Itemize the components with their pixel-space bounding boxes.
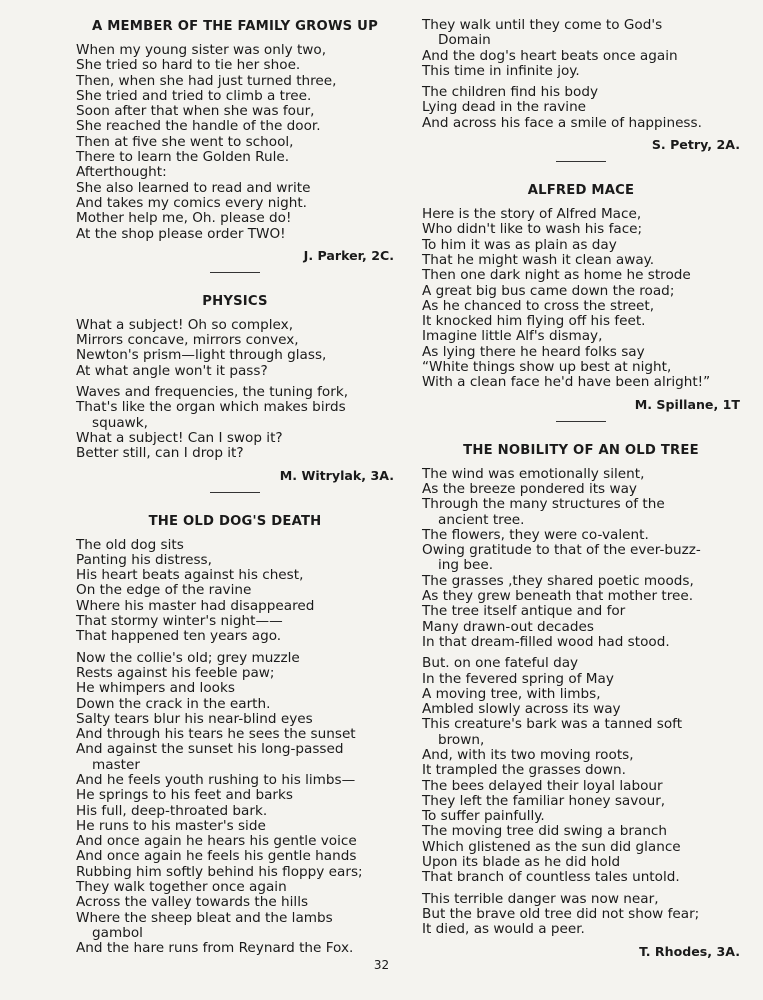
stanza [76, 43, 394, 242]
poem-line: But the brave old tree did not show fear; [422, 905, 700, 922]
stanza [76, 385, 394, 461]
poem-line: Then one dark night as home he strode [422, 267, 691, 284]
poem-line: He runs to his master's side [76, 817, 266, 834]
poem-line: Who didn't like to wash his face; [422, 221, 643, 238]
poem-line: The tree itself antique and for [422, 603, 626, 620]
poem-line: This terrible danger was now near, [422, 890, 659, 907]
poem-title: ALFRED MACE [527, 183, 635, 199]
poem-line: Where his master had disappeared [76, 597, 315, 614]
poem-line: Domain [438, 32, 491, 49]
poem-line: And through his tears he sees the sunset [76, 726, 356, 743]
poem-line: Afterthought: [76, 164, 167, 181]
poem-line: Then, when she had just turned three, [76, 72, 337, 89]
poem-line: Owing gratitude to that of the ever-buzz- [422, 542, 701, 559]
poem-line: A great big bus came down the road; [422, 282, 675, 299]
poem-line: To suffer painfully. [422, 808, 545, 825]
poem-line: It knocked him flying off his feet. [422, 313, 646, 330]
poem-author: M. Spillane, 1T [634, 396, 740, 412]
poem-line: gambol [92, 924, 143, 941]
poem-line: They walk until they come to God's [422, 17, 663, 33]
poem-line: And takes my comics every night. [76, 194, 307, 211]
poem-line: His full, deep-throated bark. [76, 802, 268, 819]
poem-line: And across his face a smile of happiness. [422, 114, 702, 131]
poem-line: What a subject! Can I swop it? [76, 429, 283, 446]
poem-title: THE OLD DOG'S DEATH [148, 513, 322, 529]
poem-line: Panting his distress, [76, 551, 212, 568]
poem-line: brown, [438, 731, 485, 748]
poem-line: Across the valley towards the hills [76, 894, 309, 911]
poem-line: At what angle won't it pass? [76, 362, 268, 379]
poem-line: When my young sister was only two, [76, 42, 327, 58]
poem-line: Which glistened as the sun did glance [422, 838, 681, 855]
left-column [76, 18, 394, 963]
poem-line: That's like the organ which makes birds [76, 399, 346, 416]
poem-line: But. on one fateful day [422, 655, 579, 672]
poem-line: Mother help me, Oh. please do! [76, 210, 292, 227]
divider [556, 421, 606, 422]
poem-line: A moving tree, with limbs, [422, 685, 601, 702]
poem-line: Here is the story of Alfred Mace, [422, 206, 642, 223]
poem-line: Ambled slowly across its way [422, 701, 621, 718]
poem-line: In that dream-filled wood had stood. [422, 633, 670, 650]
stanza [422, 207, 740, 391]
poem-line: Down the crack in the earth. [76, 695, 271, 712]
poem-physics [76, 293, 394, 484]
poem-line: And the hare runs from Reynard the Fox. [76, 940, 354, 957]
poem-line: Upon its blade as he did hold [422, 854, 621, 871]
poem-the-old-dog-s-death [76, 513, 394, 957]
poem-author: T. Rhodes, 3A. [639, 943, 740, 959]
poem-line: They walk together once again [76, 879, 287, 896]
poem-line: Now the collie's old; grey muzzle [76, 649, 300, 666]
poem-line: The old dog sits [76, 536, 184, 553]
stanza [422, 18, 740, 79]
poem-line: Imagine little Alf's dismay, [422, 328, 603, 345]
poem-line: And once again he feels his gentle hands [76, 848, 357, 865]
poem-line: Rests against his feeble paw; [76, 664, 275, 681]
poem-line: And the dog's heart beats once again [422, 47, 678, 64]
poem-a-member-of-the-family-grows-up [76, 18, 394, 264]
poem-line: The bees delayed their loyal labour [422, 777, 663, 794]
divider [556, 161, 606, 162]
poem-author: J. Parker, 2C. [303, 247, 394, 263]
stanza [422, 892, 740, 938]
poem-line: On the edge of the ravine [76, 582, 252, 599]
page-number: 32 [373, 958, 390, 972]
divider [210, 492, 260, 493]
poem-line: “White things show up best at night, [422, 359, 672, 376]
poem-line: The flowers, they were co-valent. [422, 526, 649, 543]
poem-line: Waves and frequencies, the tuning fork, [76, 384, 349, 401]
stanza [422, 656, 740, 885]
poem-line: Lying dead in the ravine [422, 99, 587, 116]
poem-alfred-mace [422, 182, 740, 413]
poem-line: Then at five she went to school, [76, 133, 294, 150]
poem-line: That stormy winter's night—— [76, 613, 283, 630]
poem-title: A MEMBER OF THE FAMILY GROWS UP [92, 19, 378, 34]
poem-continued [422, 18, 740, 153]
poem-author: M. Witrylak, 3A. [279, 467, 394, 483]
poem-line: ancient tree. [438, 511, 525, 528]
right-column [422, 18, 740, 966]
poem-line: There to learn the Golden Rule. [76, 149, 290, 166]
poem-line: Newton's prism—light through glass, [76, 347, 327, 364]
poem-line: What a subject! Oh so complex, [76, 316, 294, 333]
poem-line: Many drawn-out decades [422, 618, 594, 635]
poem-line: She reached the handle of the door. [76, 118, 321, 135]
poem-line: She also learned to read and write [76, 179, 311, 196]
poem-line: She tried and tried to climb a tree. [76, 87, 312, 104]
poem-line: As the breeze pondered its way [422, 480, 637, 497]
poem-line: ing bee. [438, 557, 494, 574]
poem-line: This time in infinite joy. [422, 62, 580, 79]
stanza [76, 651, 394, 957]
stanza [422, 467, 740, 651]
poem-line: His heart beats against his chest, [76, 567, 304, 584]
poem-line: And once again he hears his gentle voice [76, 833, 357, 850]
poem-line: It died, as would a peer. [422, 921, 585, 938]
poem-line: Soon after that when she was four, [76, 103, 315, 120]
poem-line: And against the sunset his long-passed [76, 741, 344, 758]
poem-line: As they grew beneath that mother tree. [422, 588, 694, 605]
poem-line: With a clean face he'd have been alright!” [422, 374, 711, 391]
poem-line: The moving tree did swing a branch [422, 823, 668, 840]
poem-line: master [92, 756, 140, 773]
poem-line: She tried so hard to tie her shoe. [76, 57, 301, 74]
poem-line: Mirrors concave, mirrors convex, [76, 332, 299, 349]
poem-line: This creature's bark was a tanned soft [422, 716, 683, 733]
stanza [76, 318, 394, 379]
poem-line: He whimpers and looks [76, 680, 235, 697]
poem-line: It trampled the grasses down. [422, 762, 626, 779]
poem-line: And he feels youth rushing to his limbs— [76, 771, 356, 788]
poem-line: Rubbing him softly behind his floppy ears; [76, 863, 363, 880]
poem-line: At the shop please order TWO! [76, 225, 286, 242]
poem-line: squawk, [92, 414, 148, 431]
stanza [422, 85, 740, 131]
poem-line: Salty tears blur his near-blind eyes [76, 710, 313, 727]
divider [210, 272, 260, 273]
poem-line: Better still, can I drop it? [76, 445, 244, 462]
poem-line: That happened ten years ago. [76, 628, 282, 645]
poem-line: The grasses ,they shared poetic moods, [422, 572, 694, 589]
poem-line: The wind was emotionally silent, [422, 465, 645, 482]
poem-line: As he chanced to cross the street, [422, 297, 655, 314]
poem-title: PHYSICS [202, 293, 268, 309]
poem-line: As lying there he heard folks say [422, 343, 645, 360]
poem-line: Where the sheep bleat and the lambs [76, 909, 333, 926]
poem-title: THE NOBILITY OF AN OLD TREE [463, 442, 699, 458]
poem-line: That branch of countless tales untold. [422, 869, 680, 886]
poem-line: They left the familiar honey savour, [422, 792, 666, 809]
poem-the-nobility-of-an-old-tree [422, 442, 740, 960]
poem-line: The children find his body [422, 84, 599, 101]
poem-line: He springs to his feet and barks [76, 787, 293, 804]
stanza [76, 538, 394, 645]
poem-line: In the fevered spring of May [422, 670, 614, 687]
poem-line: That he might wash it clean away. [422, 251, 655, 268]
poem-line: And, with its two moving roots, [422, 746, 634, 763]
poem-line: To him it was as plain as day [422, 236, 617, 253]
poem-line: Through the many structures of the [422, 496, 665, 513]
poem-author: S. Petry, 2A. [651, 137, 740, 153]
